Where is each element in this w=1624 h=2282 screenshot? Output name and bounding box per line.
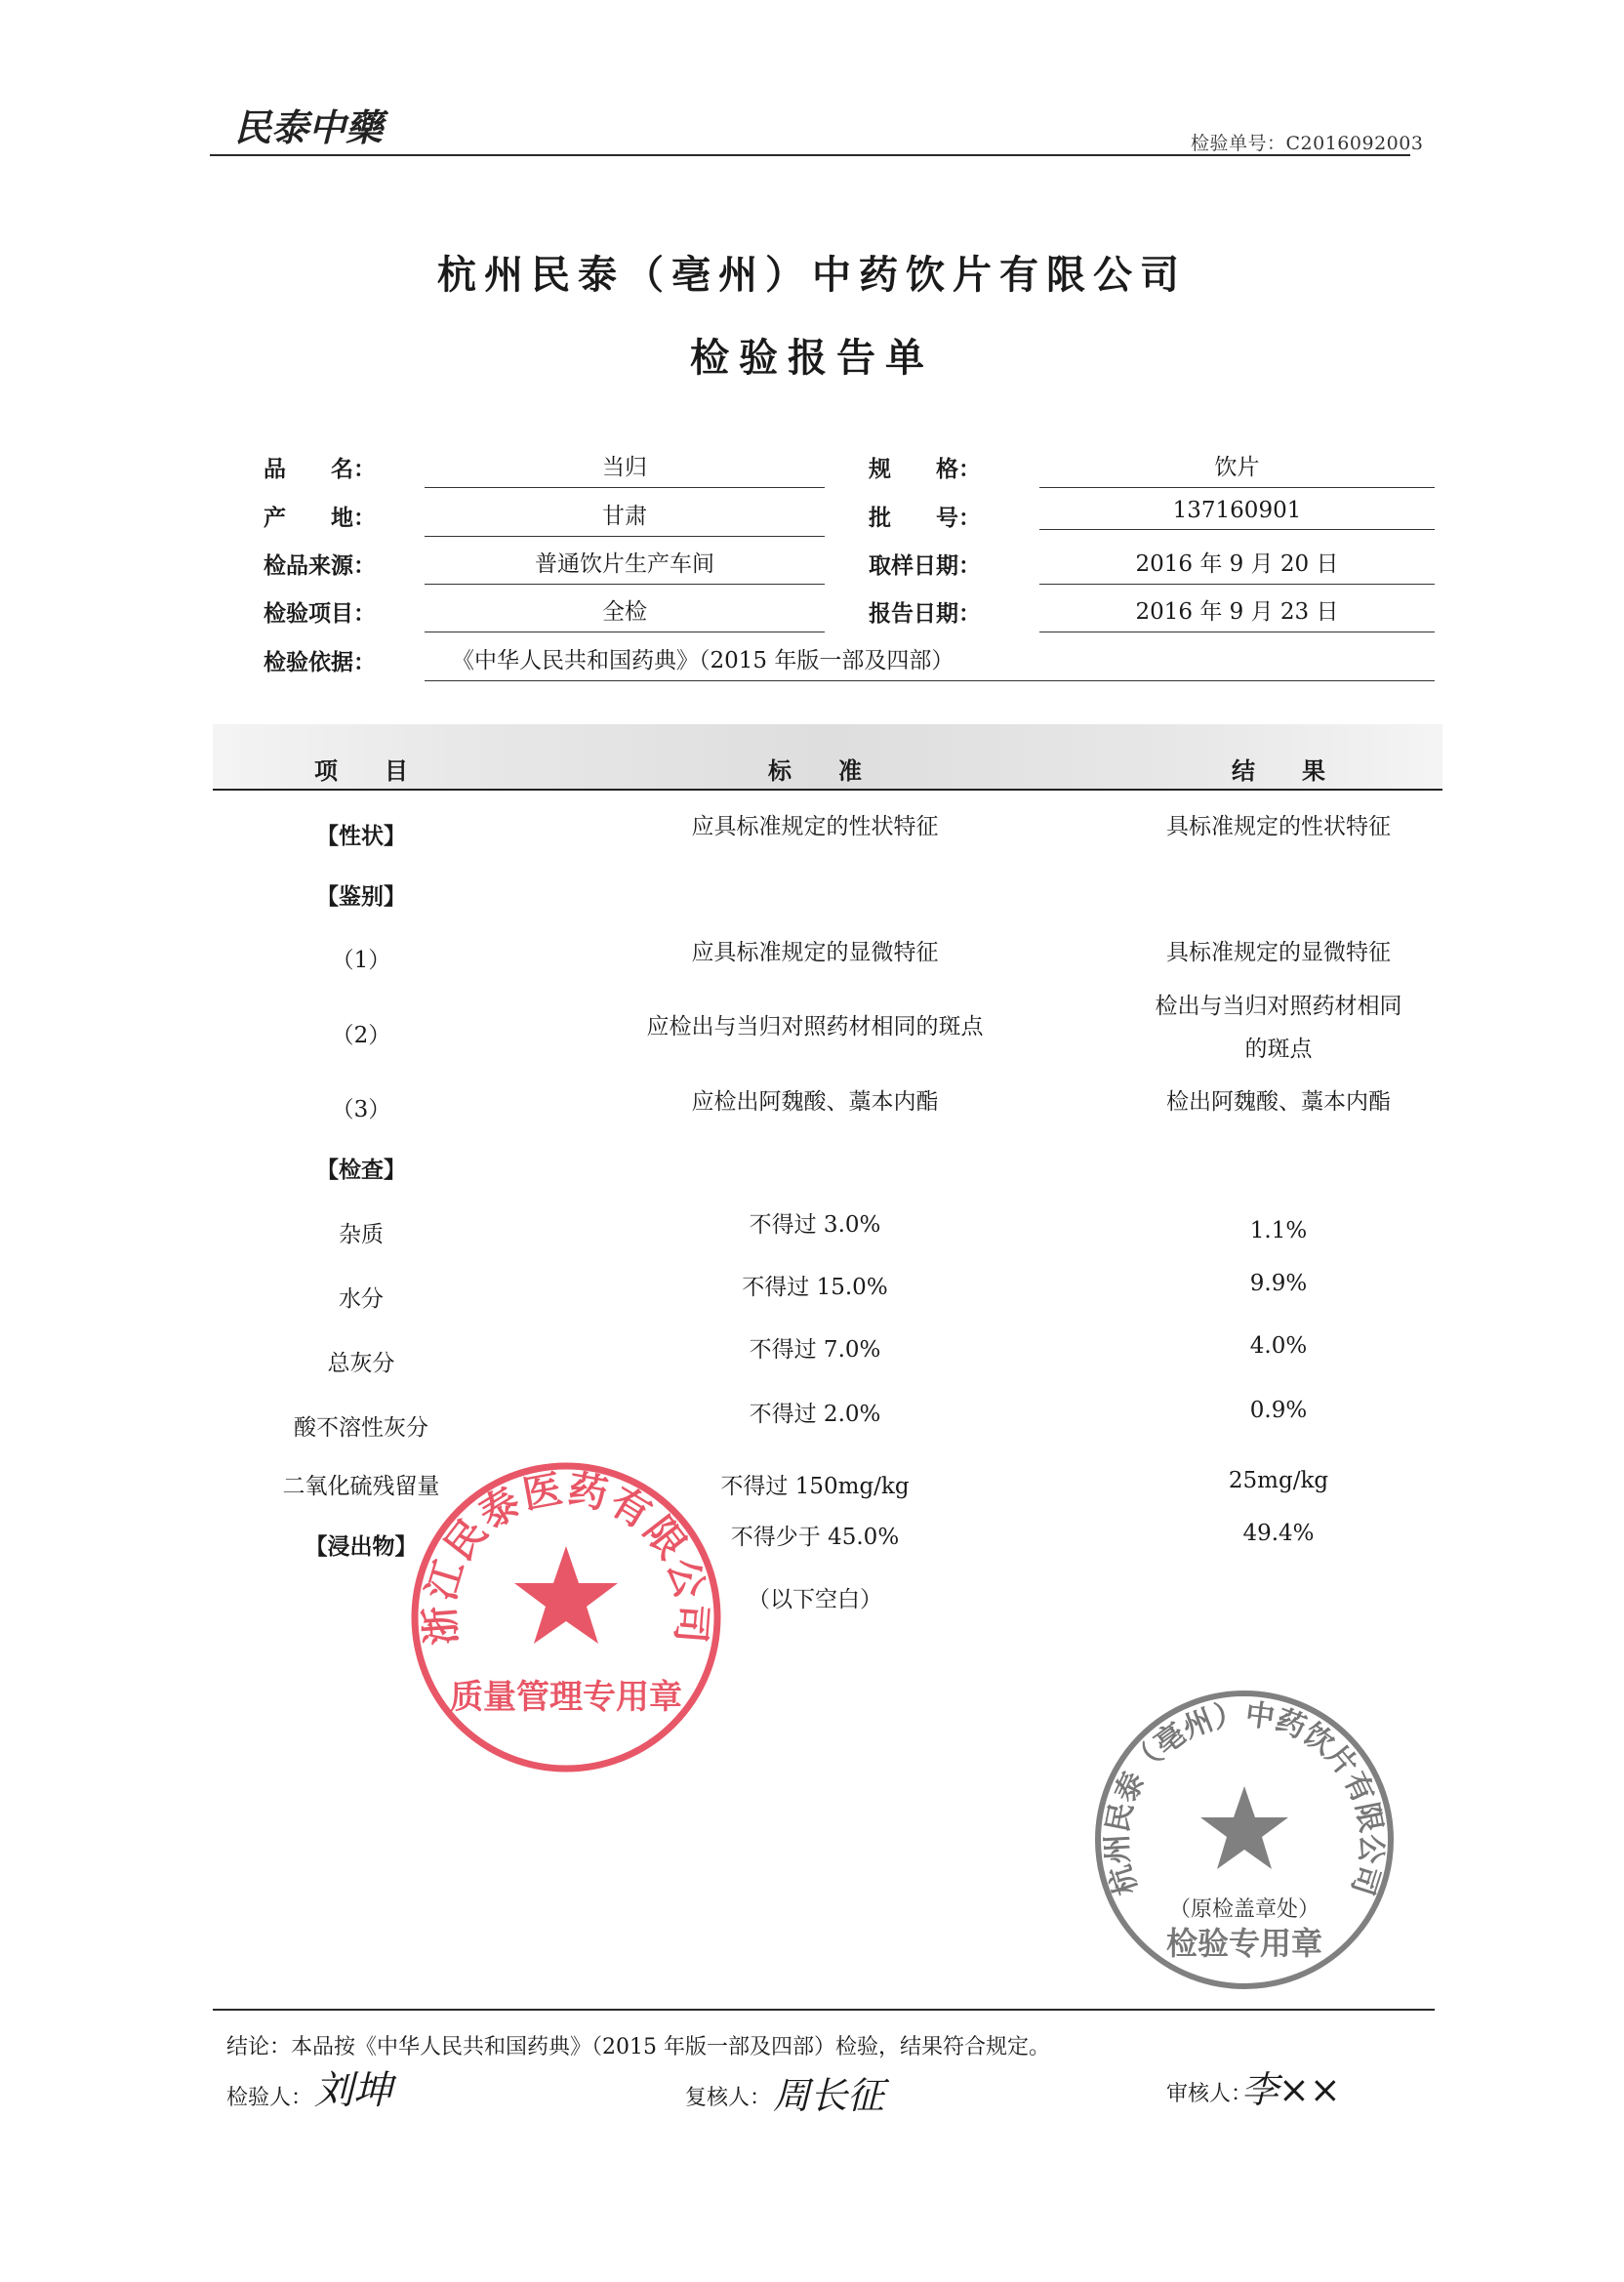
name-label: 品 名： (264, 456, 376, 482)
basis-value: 《中华人民共和国药典》（2015 年版一部及四部） (425, 642, 1435, 681)
inspector-signature: 刘坤 (314, 2068, 392, 2113)
row-item: 【鉴别】 (316, 883, 406, 910)
grey-star-icon (1200, 1786, 1288, 1869)
sample-date-label: 取样日期： (869, 552, 981, 579)
row-result-line1: 检出与当归对照药材相同 (1155, 994, 1402, 1019)
svg-text:杭州民泰（亳州）中药饮片有限公司 (1100, 1697, 1388, 1898)
row-result: 0.9% (1249, 1398, 1308, 1423)
row-item: 水分 (339, 1286, 384, 1312)
row-result-line2: 的斑点 (1244, 1037, 1313, 1062)
row-item: （2） (331, 1023, 391, 1048)
quality-stamp (405, 1456, 727, 1778)
row-item: （3） (331, 1097, 391, 1122)
approver-label: 审核人： (1166, 2082, 1253, 2106)
logo-text: 民泰中藥 (234, 105, 384, 149)
row-item: 酸不溶性灰分 (294, 1415, 428, 1441)
basis-label: 检验依据： (264, 649, 376, 675)
row-standard: 不得过 3.0% (749, 1212, 881, 1238)
sample-date-value: 2016 年 9 月 20 日 (1039, 546, 1435, 585)
row-standard: 应具标准规定的性状特征 (691, 814, 939, 839)
report-date-value: 2016 年 9 月 23 日 (1039, 593, 1435, 632)
row-result: 25mg/kg (1228, 1468, 1329, 1493)
red-stamp-bottom-text: 质量管理专用章 (450, 1678, 682, 1717)
origin-label: 产 地： (264, 505, 376, 531)
header-result: 结 果 (1232, 756, 1325, 785)
row-item: 杂质 (339, 1222, 384, 1247)
inspector-label: 检验人： (226, 2086, 313, 2110)
company-title: 杭州民泰（亳州）中药饮片有限公司 (437, 252, 1187, 298)
report-title: 检验报告单 (690, 335, 934, 381)
row-standard: 应具标准规定的显微特征 (691, 940, 939, 965)
source-value: 普通饮片生产车间 (425, 546, 825, 585)
row-standard: 不得少于 45.0% (730, 1525, 900, 1550)
row-result: 49.4% (1242, 1521, 1315, 1546)
row-item: （1） (331, 948, 391, 973)
test-item-label: 检验项目： (264, 600, 376, 627)
batch-label: 批 号： (869, 505, 981, 531)
origin-value: 甘肃 (425, 498, 825, 537)
row-result: 4.0% (1249, 1333, 1308, 1359)
row-item: 总灰分 (327, 1351, 395, 1376)
row-standard: 不得过 15.0% (742, 1275, 888, 1300)
row-result: 具标准规定的性状特征 (1166, 814, 1391, 839)
grey-stamp-ring-text: 杭州民泰（亳州）中药饮片有限公司 (1100, 1697, 1389, 1899)
row-result: 具标准规定的显微特征 (1166, 940, 1391, 965)
header-standard: 标 准 (768, 756, 862, 785)
blank-note: （以下空白） (748, 1587, 882, 1612)
row-standard: 应检出阿魏酸、藁本内酯 (691, 1089, 939, 1115)
name-value: 当归 (425, 449, 825, 488)
row-item: 【性状】 (316, 823, 406, 849)
conclusion: 结论：本品按《中华人民共和国药典》（2015 年版一部及四部）检验，结果符合规定。 (226, 2035, 1050, 2059)
row-standard: 应检出与当归对照药材相同的斑点 (646, 1014, 984, 1039)
spec-label: 规 格： (869, 456, 981, 482)
document-number: 检验单号：C2016092003 (1191, 133, 1424, 154)
table-header-divider (213, 789, 1442, 791)
grey-stamp-bottom-text: 检验专用章 (1165, 1925, 1323, 1962)
row-item: 【检查】 (316, 1157, 406, 1183)
red-stamp-ring-text: 浙江民泰医药有限公司 (417, 1466, 715, 1647)
batch-value: 137160901 (1039, 498, 1435, 530)
footer-divider (213, 2009, 1435, 2011)
report-date-label: 报告日期： (869, 600, 981, 627)
reviewer-label: 复核人： (685, 2086, 772, 2110)
spec-value: 饮片 (1039, 449, 1435, 488)
header-divider (210, 154, 1410, 156)
row-result: 1.1% (1249, 1218, 1308, 1243)
header-item: 项 目 (314, 756, 408, 785)
red-star-icon (514, 1546, 618, 1644)
row-standard: 不得过 7.0% (749, 1337, 881, 1363)
row-item: 二氧化硫残留量 (282, 1474, 440, 1499)
inspection-stamp (1083, 1679, 1405, 2001)
test-item-value: 全检 (425, 593, 825, 632)
approver-signature: 李×× (1241, 2068, 1341, 2111)
source-label: 检品来源： (264, 552, 376, 579)
row-standard: 不得过 150mg/kg (720, 1474, 910, 1499)
row-standard: 不得过 2.0% (749, 1402, 881, 1427)
grey-stamp-note: （原检盖章处） (1168, 1897, 1320, 1922)
row-item: 【浸出物】 (304, 1533, 418, 1560)
row-result: 检出阿魏酸、藁本内酯 (1166, 1089, 1391, 1115)
reviewer-signature: 周长征 (773, 2074, 885, 2117)
company-logo (234, 98, 390, 152)
row-result: 9.9% (1249, 1271, 1308, 1296)
